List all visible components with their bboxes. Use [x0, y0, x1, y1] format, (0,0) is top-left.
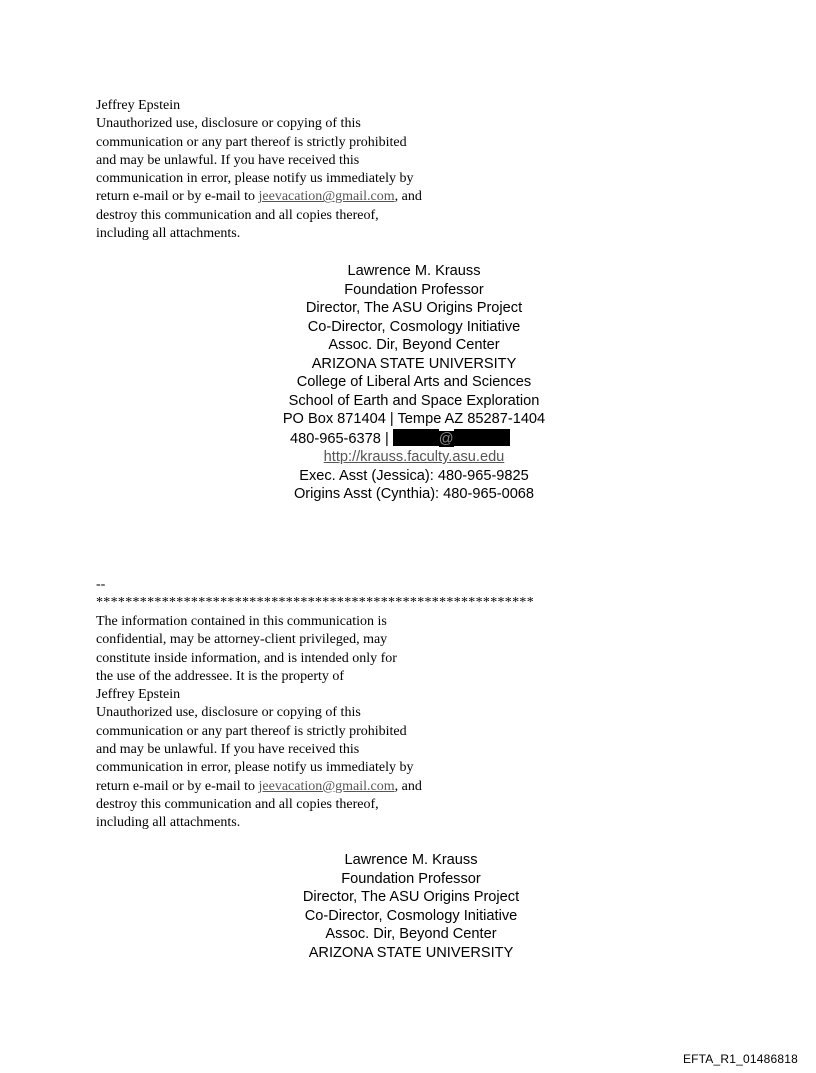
- signature-contact-line: [214, 429, 614, 449]
- disclaimer-line: communication in error, please notify us immediately by: [96, 171, 414, 187]
- confidential-line: and may be unlawful. If you have received this: [96, 742, 360, 758]
- at-sign: @: [438, 430, 454, 447]
- signature-title: Director, The ASU Origins Project: [302, 889, 520, 905]
- email-suffix: , and: [394, 778, 422, 794]
- disclaimer-block-2: [96, 613, 422, 833]
- confidential-line: the use of the addressee. It is the property of: [96, 668, 345, 684]
- signature-university: ARIZONA STATE UNIVERSITY: [308, 944, 514, 961]
- email-line: [96, 778, 422, 796]
- signature-title: Director, The ASU Origins Project: [305, 300, 523, 316]
- signature-block-1: [214, 262, 614, 504]
- confidential-line: constitute inside information, and is intended only for: [96, 650, 397, 666]
- signature-assistant: Origins Asst (Cynthia): 480-965-0068: [293, 486, 535, 502]
- signature-title: Co-Director, Cosmology Initiative: [307, 318, 521, 335]
- signature-website-line: [214, 448, 614, 467]
- separator-dashes: --: [96, 577, 106, 592]
- signature-title: Assoc. Dir, Beyond Center: [328, 337, 500, 353]
- signature-name: Lawrence M. Krauss: [347, 263, 481, 279]
- signature-address: PO Box 871404 | Tempe AZ 85287-1404: [282, 411, 546, 427]
- signature-title: Foundation Professor: [341, 870, 481, 887]
- email-suffix: , and: [394, 189, 422, 205]
- confidential-line: communication in error, please notify us immediately by: [96, 760, 414, 776]
- signature-school: School of Earth and Space Exploration: [288, 392, 540, 409]
- signature-title: Assoc. Dir, Beyond Center: [325, 926, 497, 942]
- confidential-line: The information contained in this communication is: [96, 614, 387, 629]
- signature-block-2: [211, 851, 611, 962]
- email-prefix: return e-mail or by e-mail to: [96, 189, 259, 205]
- disclaimer-line: destroy this communication and all copies thereof,: [96, 796, 379, 812]
- website-link[interactable]: http://krauss.faculty.asu.edu: [323, 449, 505, 465]
- separator: [96, 576, 534, 613]
- document-id: EFTA_R1_01486818: [682, 1052, 798, 1066]
- email-line: [96, 188, 422, 206]
- redaction-box: [393, 429, 439, 446]
- signature-university: ARIZONA STATE UNIVERSITY: [311, 355, 517, 372]
- confidential-line: Unauthorized use, disclosure or copying of this: [96, 705, 361, 721]
- disclaimer-line: communication or any part thereof is strictly prohibited: [96, 134, 407, 150]
- disclaimer-line: including all attachments.: [96, 226, 241, 242]
- signature-name: Lawrence M. Krauss: [344, 852, 478, 868]
- signature-phone: 480-965-6378 |: [290, 430, 389, 447]
- signature-title: Co-Director, Cosmology Initiative: [304, 907, 518, 924]
- email-link[interactable]: jeevacation@gmail.com: [258, 778, 395, 794]
- signature-assistant: Exec. Asst (Jessica): 480-965-9825: [299, 467, 529, 484]
- confidential-line: Jeffrey Epstein: [96, 687, 181, 703]
- redaction-box: [454, 429, 510, 446]
- email-prefix: return e-mail or by e-mail to: [96, 778, 259, 794]
- separator-stars: ************************************************************: [96, 595, 534, 611]
- disclaimer-line: Unauthorized use, disclosure or copying of this: [96, 116, 361, 132]
- disclaimer-line: destroy this communication and all copies thereof,: [96, 207, 379, 223]
- disclaimer-line: including all attachments.: [96, 815, 241, 831]
- disclaimer-line: and may be unlawful. If you have received this: [96, 152, 360, 168]
- email-link[interactable]: jeevacation@gmail.com: [258, 189, 395, 205]
- confidential-line: confidential, may be attorney-client privileged, may: [96, 632, 388, 648]
- confidential-line: communication or any part thereof is strictly prohibited: [96, 723, 407, 739]
- signature-college: College of Liberal Arts and Sciences: [296, 374, 532, 390]
- disclaimer-line: Jeffrey Epstein: [96, 98, 181, 113]
- disclaimer-block-1: [96, 97, 422, 243]
- signature-title: Foundation Professor: [344, 281, 484, 298]
